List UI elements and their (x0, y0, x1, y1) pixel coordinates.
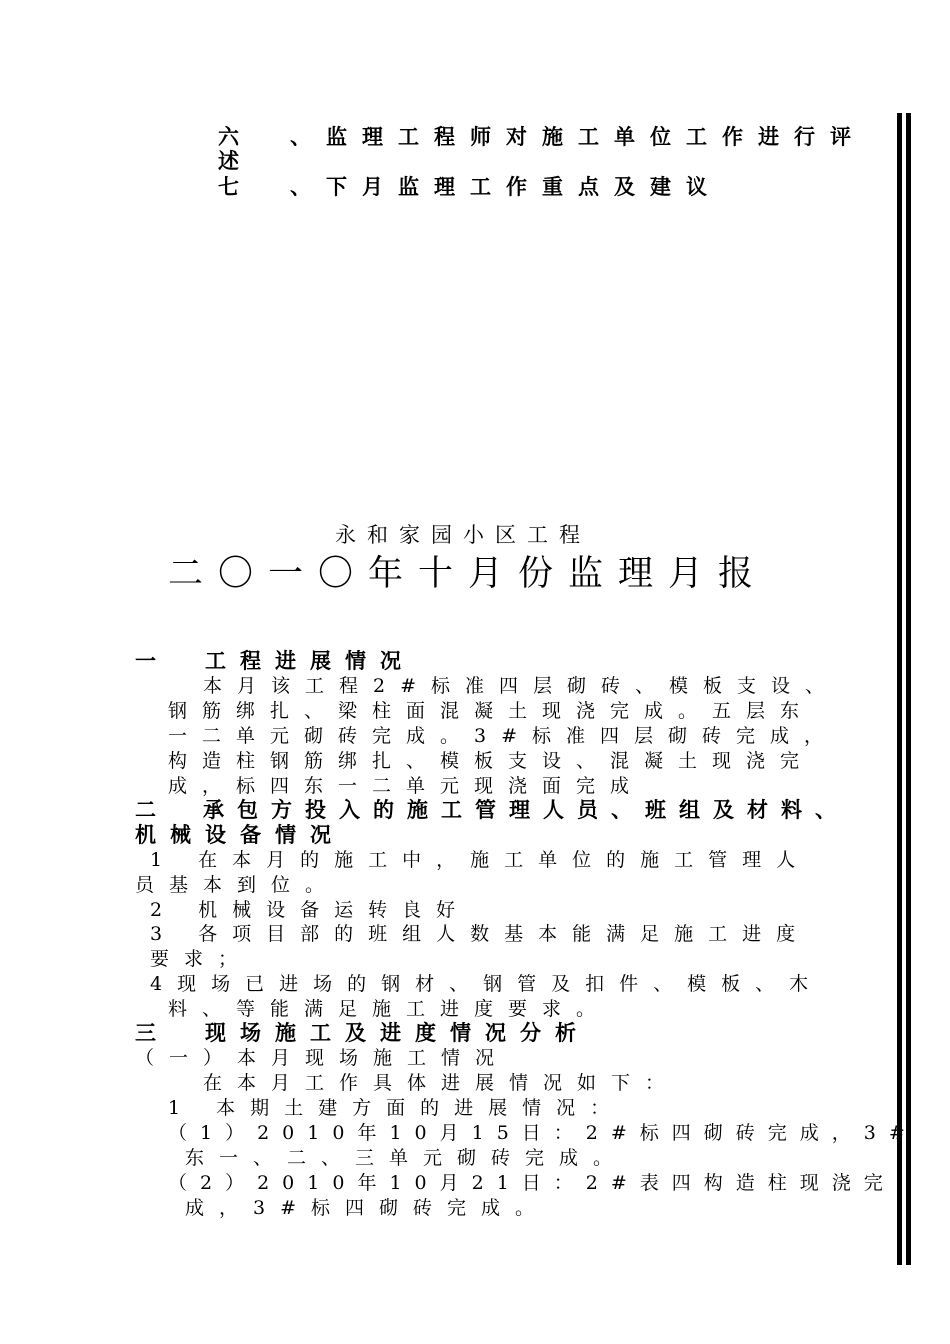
section-2-heading-cont: 机械设备情况 (135, 823, 345, 847)
project-name: 永和家园小区工程 (335, 523, 591, 547)
section-2-line: 员基本到位。 (135, 874, 340, 896)
section-2-line: 要求； (150, 948, 253, 970)
section-3-line: 东一、二、三单元砌砖完成。 (185, 1147, 628, 1169)
section-3-line: 成，3#标四砌砖完成。 (185, 1197, 550, 1219)
section-2-heading: 二 承包方投入的施工管理人员、班组及材料、 (135, 798, 849, 822)
section-2-line: 1 在本月的施工中，施工单位的施工管理人 (150, 849, 811, 871)
section-3-line: （1）2010年10月15日：2#标四砌砖完成，3# (168, 1122, 918, 1144)
section-3-heading: 三 现场施工及进度情况分析 (135, 1021, 590, 1045)
border-rule-right (906, 113, 911, 1265)
section-1-line: 钢筋绑扎、梁柱面混凝土现浇完成。五层东 (168, 700, 815, 722)
report-title: 二〇一〇年十月份监理月报 (168, 554, 769, 594)
section-3-subheading: （一）本月现场施工情况 (135, 1047, 510, 1069)
toc-item-6-cont: 述 (218, 149, 254, 173)
section-1-line: 构造柱钢筋绑扎、模板支设、混凝土现浇完 (168, 750, 815, 772)
section-1-line: 本月该工程2#标准四层砌砖、模板支设、 (203, 675, 840, 697)
toc-item-7: 七 、下月监理工作重点及建议 (218, 175, 722, 199)
border-rule-left (897, 113, 902, 1265)
toc-item-6: 六 、监理工程师对施工单位工作进行评 (218, 125, 866, 149)
section-3-line: （2）2010年10月21日：2#表四构造柱现浇完 (168, 1172, 896, 1194)
section-3-line: 在本月工作具体进展情况如下： (203, 1072, 680, 1094)
section-2-line: 4现场已进场的钢材、钢管及扣件、模板、木 (150, 973, 824, 995)
section-2-line: 2 机械设备运转良好 (150, 899, 471, 921)
section-1-line: 成，标四东一二单元现浇面完成 (168, 775, 645, 797)
section-3-line: 1 本期土建方面的进展情况： (168, 1097, 625, 1119)
section-2-line: 3 各项目部的班组人数基本能满足施工进度 (150, 923, 811, 945)
section-1-line: 一二单元砌砖完成。3#标准四层砌砖完成， (168, 725, 839, 747)
section-1-heading: 一 工程进展情况 (135, 649, 415, 673)
section-2-line: 料、等能满足施工进度要求。 (168, 998, 611, 1020)
